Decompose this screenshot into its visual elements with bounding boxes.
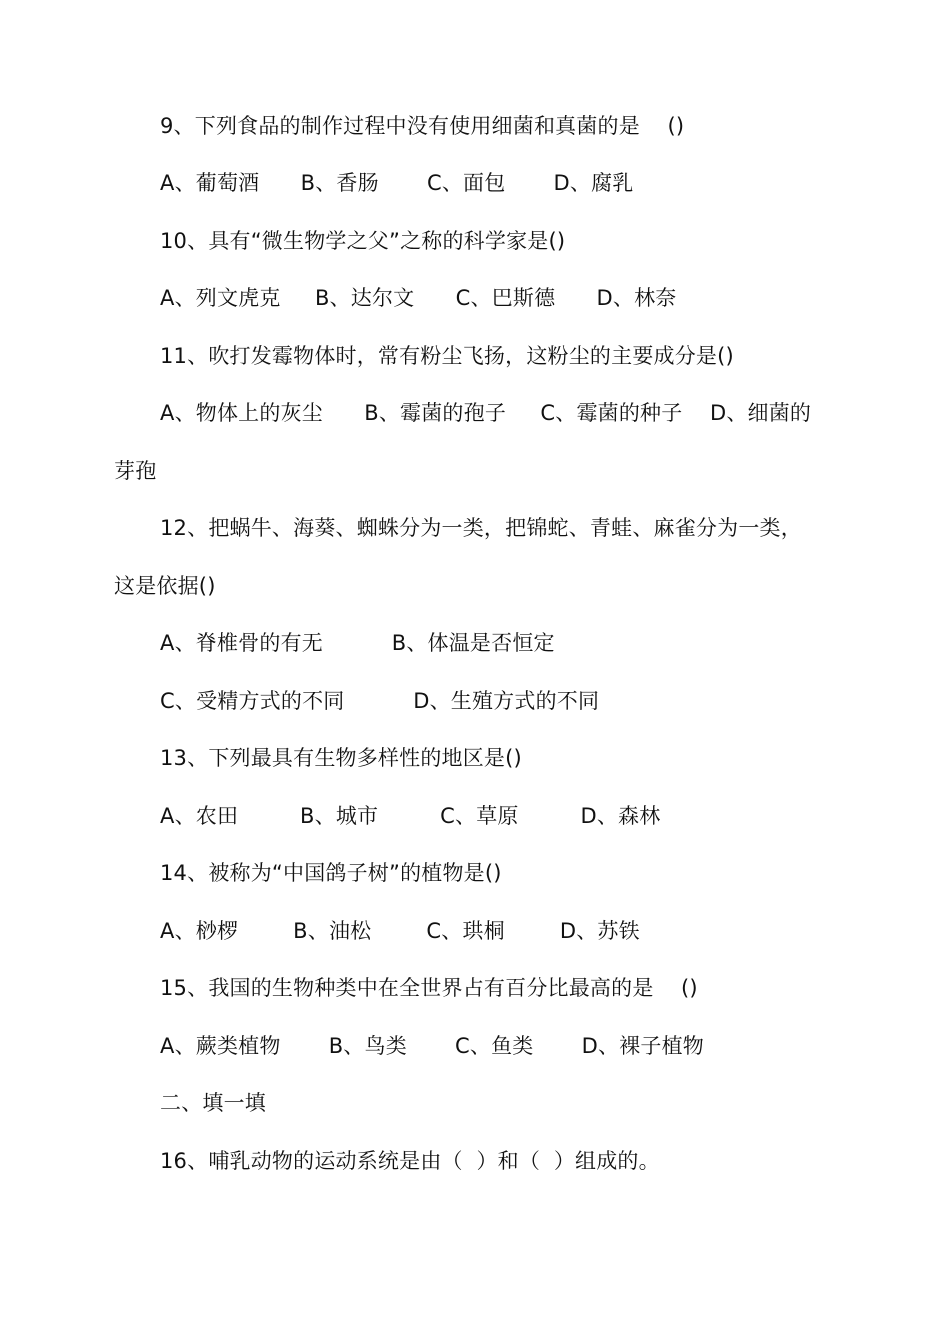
section-heading-fill-in: 二、填一填 [160,1091,266,1115]
question-11-options-continued: 芽孢 [114,459,157,483]
question-15: 15、我国的生物种类中在全世界占有百分比最高的是 () [160,976,698,1000]
question-9: 9、下列食品的制作过程中没有使用细菌和真菌的是 () [160,114,685,138]
question-10: 10、具有“微生物学之父”之称的科学家是() [160,229,566,253]
question-13-options: A、农田 B、城市 C、草原 D、森林 [160,804,661,828]
question-15-options: A、蕨类植物 B、鸟类 C、鱼类 D、裸子植物 [160,1034,704,1058]
question-12-options-cd: C、受精方式的不同 D、生殖方式的不同 [160,689,600,713]
question-12: 12、把蜗牛、海葵、蜘蛛分为一类，把锦蛇、青蛙、麻雀分为一类， [160,516,802,540]
question-10-options: A、列文虎克 B、达尔文 C、巴斯德 D、林奈 [160,286,677,310]
question-14-options: A、桫椤 B、油松 C、珙桐 D、苏铁 [160,919,640,943]
question-11: 11、吹打发霉物体时，常有粉尘飞扬，这粉尘的主要成分是() [160,344,734,368]
question-9-options: A、葡萄酒 B、香肠 C、面包 D、腐乳 [160,171,634,195]
question-14: 14、被称为“中国鸽子树”的植物是() [160,861,502,885]
question-16: 16、哺乳动物的运动系统是由（ ）和（ ）组成的。 [160,1149,660,1173]
question-11-options: A、物体上的灰尘 B、霉菌的孢子 C、霉菌的种子 D、细菌的 [160,401,812,425]
question-13: 13、下列最具有生物多样性的地区是() [160,746,522,770]
question-12-continued: 这是依据() [114,574,216,598]
question-12-options-ab: A、脊椎骨的有无 B、体温是否恒定 [160,631,555,655]
